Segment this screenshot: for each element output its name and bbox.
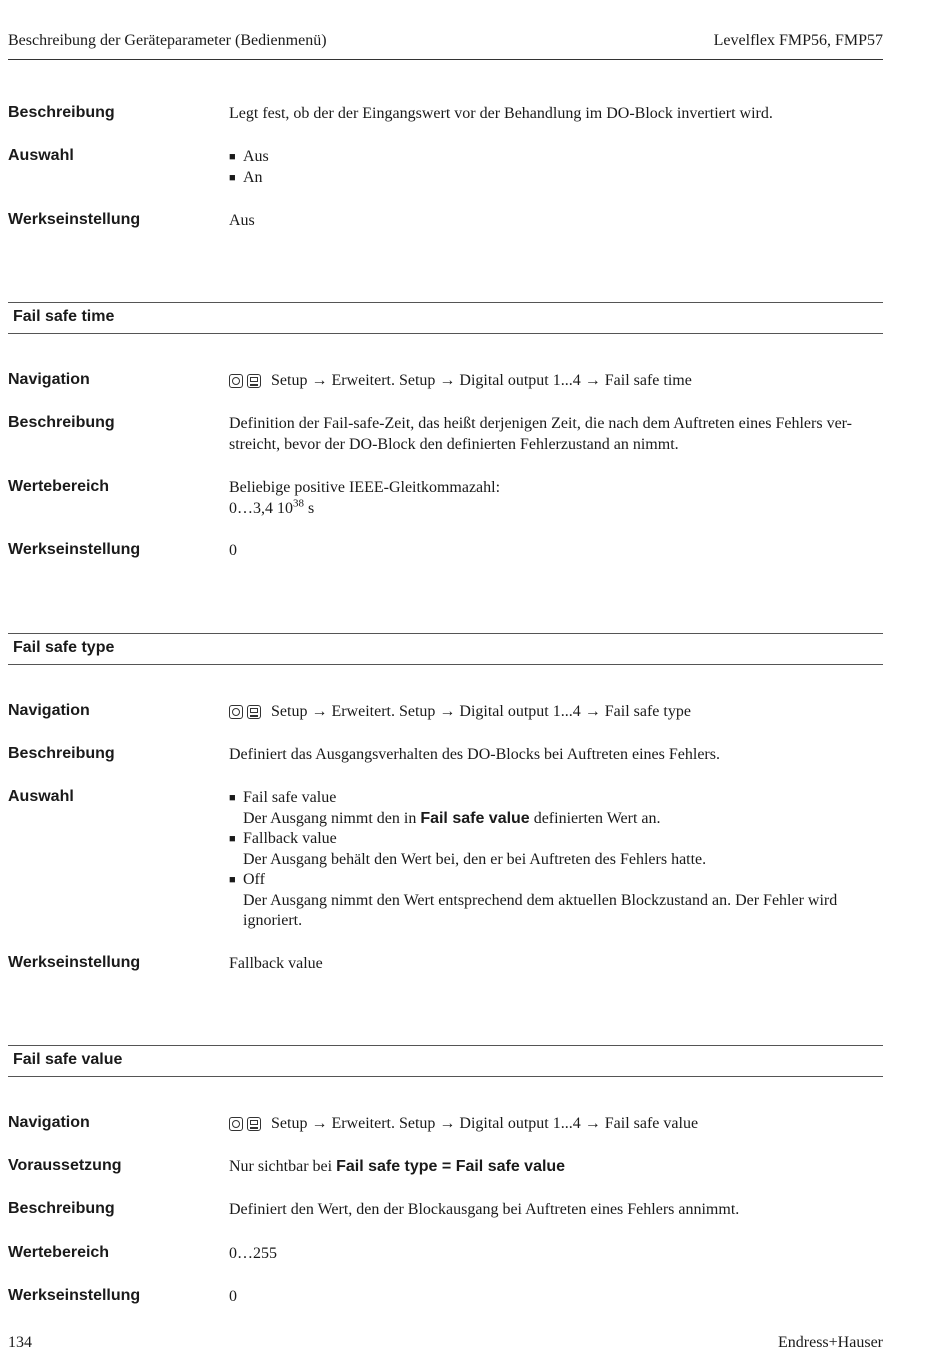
voraussetzung-label: Voraussetzung (8, 1157, 122, 1174)
navigation-path-text: Setup → Erweitert. Setup → Digital output 1...4 → Fail safe type (271, 703, 691, 720)
range-exponent: 38 (293, 497, 304, 510)
auswahl-item-description: ignoriert. (243, 912, 303, 929)
nav-icons (229, 1117, 265, 1138)
desc-text: Der Ausgang nimmt den in (243, 809, 421, 827)
desc-text: definierten Wert an. (529, 809, 661, 827)
section-title: Fail safe value (13, 1051, 123, 1068)
voraussetzung-prefix: Nur sichtbar bei (229, 1158, 337, 1175)
auswahl-item-description: Der Ausgang nimmt den Wert entsprechend dem aktuellen Blockzustand an. Der Fehler wird (243, 891, 838, 909)
wertebereich-label: Wertebereich (8, 478, 110, 495)
auswahl-list (229, 788, 883, 932)
running-header-title: Beschreibung der Geräteparameter (Bedienmenü) (8, 32, 327, 49)
section-title: Fail safe time (13, 308, 115, 325)
beschreibung-line: Definition der Fail-safe-Zeit, das heißt derjenigen Zeit, die nach dem Auftreten eines Fehlers ver- (229, 415, 853, 432)
beschreibung-text (229, 414, 883, 455)
beschreibung-label: Beschreibung (8, 104, 115, 121)
auswahl-item: ■ Fallback value (229, 829, 883, 850)
running-header-product: Levelflex FMP56, FMP57 (713, 32, 883, 49)
auswahl-label: Auswahl (8, 147, 74, 164)
werkseinstellung-label: Werkseinstellung (8, 211, 141, 228)
beschreibung-text: Legt fest, ob der der Eingangswert vor der Behandlung im DO-Block invertiert wird. (229, 105, 773, 122)
werkseinstellung-value: 0 (229, 1288, 237, 1305)
wertebereich-text (229, 478, 883, 519)
operating-tool-icon (229, 374, 243, 388)
display-icon (247, 374, 261, 388)
navigation-path (229, 1114, 883, 1138)
operating-tool-icon (229, 705, 243, 719)
auswahl-label: Auswahl (8, 788, 74, 805)
section-fail-safe-type (8, 633, 883, 665)
beschreibung-line: streicht, bevor der DO-Block den definierten Fehlerzustand an nimmt. (229, 435, 679, 453)
voraussetzung-text (229, 1157, 883, 1178)
beschreibung-text: Definiert das Ausgangsverhalten des DO-Blocks bei Auftreten eines Fehlers. (229, 746, 720, 763)
navigation-path (229, 371, 883, 395)
beschreibung-text: Definiert den Wert, den der Blockausgang bei Auftreten eines Fehlers annimmt. (229, 1201, 740, 1218)
operating-tool-icon (229, 1117, 243, 1131)
auswahl-item: ■ Off (229, 870, 883, 891)
display-icon (247, 1117, 261, 1131)
wertebereich-label: Wertebereich (8, 1244, 110, 1261)
beschreibung-label: Beschreibung (8, 1200, 115, 1217)
auswahl-item-description (229, 809, 883, 830)
werkseinstellung-label: Werkseinstellung (8, 954, 141, 971)
section-fail-safe-time (8, 302, 883, 334)
auswahl-list (229, 147, 883, 188)
display-icon (247, 705, 261, 719)
wertebereich-value: 0…255 (229, 1245, 277, 1262)
werkseinstellung-value: Fallback value (229, 955, 323, 972)
section-fail-safe-value (8, 1045, 883, 1077)
auswahl-item: ■ Aus (229, 147, 883, 168)
werkseinstellung-label: Werkseinstellung (8, 1287, 141, 1304)
navigation-label: Navigation (8, 371, 90, 388)
header-rule (8, 59, 883, 60)
voraussetzung-condition: Fail safe type = Fail safe value (336, 1158, 566, 1175)
wertebereich-range (229, 499, 883, 520)
range-base: 0…3,4 10 (229, 499, 293, 517)
section-title: Fail safe type (13, 639, 115, 656)
desc-bold: Fail safe value (420, 809, 530, 827)
nav-icons (229, 374, 265, 395)
page-number: 134 (8, 1334, 32, 1351)
auswahl-item: ■ An (229, 168, 883, 189)
beschreibung-label: Beschreibung (8, 414, 115, 431)
navigation-path-text: Setup → Erweitert. Setup → Digital output 1...4 → Fail safe time (271, 372, 692, 389)
auswahl-item: ■ Fail safe value (229, 788, 883, 809)
werkseinstellung-value: 0 (229, 542, 237, 559)
beschreibung-label: Beschreibung (8, 745, 115, 762)
wertebereich-line: Beliebige positive IEEE-Gleitkommazahl: (229, 479, 501, 496)
navigation-label: Navigation (8, 702, 90, 719)
werkseinstellung-label: Werkseinstellung (8, 541, 141, 558)
auswahl-item-description: Der Ausgang behält den Wert bei, den er bei Auftreten des Fehlers hatte. (243, 850, 707, 868)
footer-brand: Endress+Hauser (778, 1334, 883, 1351)
range-unit: s (304, 499, 315, 517)
navigation-path (229, 702, 883, 726)
nav-icons (229, 705, 265, 726)
werkseinstellung-value: Aus (229, 212, 255, 229)
navigation-path-text: Setup → Erweitert. Setup → Digital output 1...4 → Fail safe value (271, 1115, 699, 1132)
navigation-label: Navigation (8, 1114, 90, 1131)
